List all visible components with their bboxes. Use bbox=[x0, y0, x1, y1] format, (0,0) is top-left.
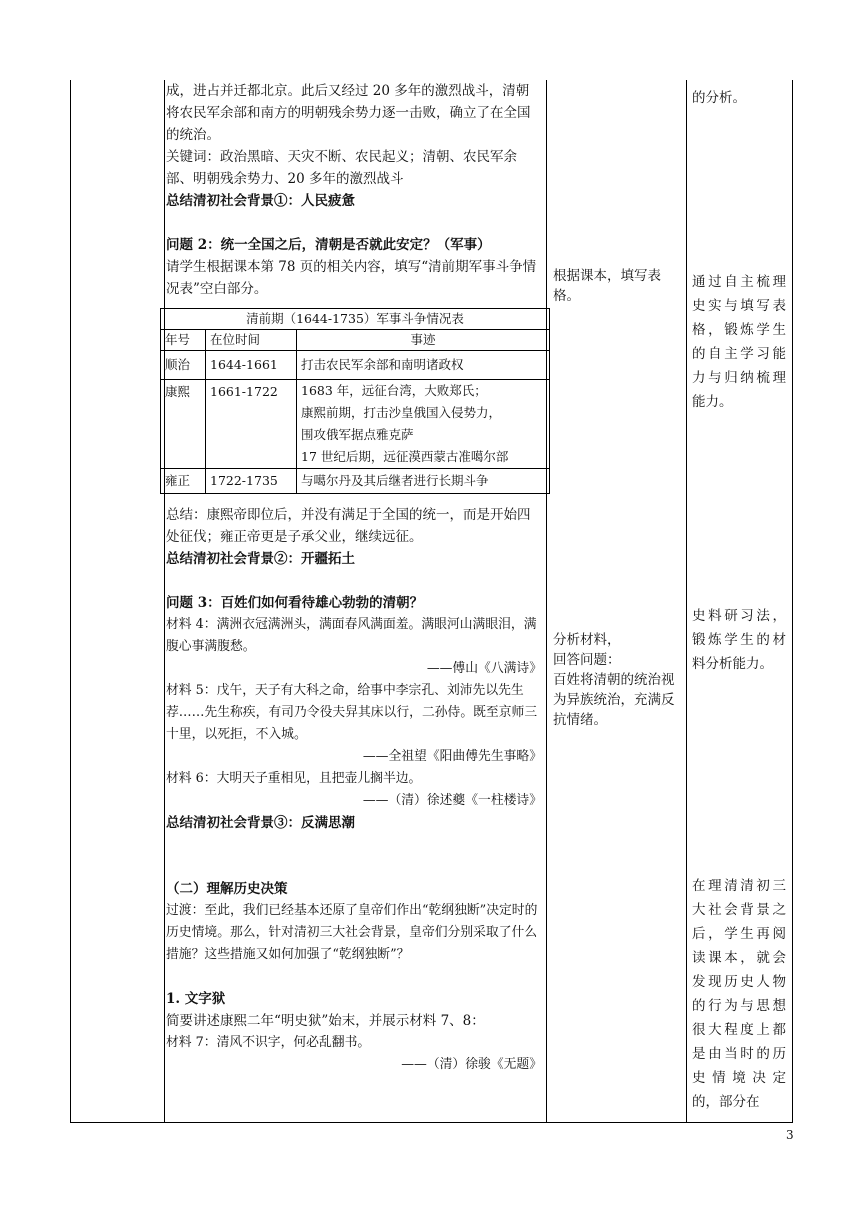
deed-line: 17 世纪后期，远征漠西蒙古准噶尔部 bbox=[301, 449, 509, 464]
summary-background-2: 总结清初社会背景②：开疆拓土 bbox=[166, 551, 355, 567]
row-deeds bbox=[297, 469, 550, 494]
material-4: 材料 4：满洲衣冠满洲头，满面春风满面羞。满眼河山满眼泪，满腹心事满腹愁。 bbox=[166, 617, 537, 654]
table-border-col3 bbox=[546, 80, 547, 1123]
row-era: 康熙 bbox=[161, 380, 206, 469]
intent-text: 史料研习法，锻炼学生的材料分析能力。 bbox=[692, 608, 786, 672]
main-content bbox=[166, 80, 542, 1076]
row-era: 顺治 bbox=[161, 351, 206, 380]
material-7: 材料 7：清风不识字，何必乱翻书。 bbox=[166, 1035, 371, 1050]
student-activity-1 bbox=[553, 266, 685, 306]
table-row bbox=[161, 469, 550, 494]
deed-line: 围攻俄军据点雅克萨 bbox=[301, 427, 414, 442]
deed-line: 打击农民军余部和南明诸政权 bbox=[301, 357, 464, 372]
header-reign: 在位时间 bbox=[206, 330, 297, 351]
question-3: 问题 3：百姓们如何看待雄心勃勃的清朝？ bbox=[166, 595, 424, 611]
table-caption: 清前期（1644-1735）军事斗争情况表 bbox=[161, 309, 550, 330]
intent-3 bbox=[692, 874, 786, 1114]
section-2-heading: （二）理解历史决策 bbox=[166, 881, 288, 897]
row-deeds bbox=[297, 351, 550, 380]
material-5: 材料 5：戊午，天子有大科之命，给事中李宗孔、刘沛先以先生荐……先生称疾，有司乃令役夫舁其床以行，二孙侍。既至京师三十里，以死拒，不入城。 bbox=[166, 683, 538, 742]
military-struggle-table bbox=[160, 308, 550, 494]
row-reign: 1661-1722 bbox=[206, 380, 297, 469]
intent-top bbox=[692, 86, 786, 110]
table-border-col4 bbox=[686, 80, 687, 1123]
keywords: 关键词：政治黑暗、天灾不断、农民起义；清朝、农民军余部、明朝残余势力、20 多年的激烈战斗 bbox=[166, 149, 517, 187]
summary-background-3: 总结清初社会背景③：反满思潮 bbox=[166, 815, 355, 831]
header-deeds: 事迹 bbox=[297, 330, 550, 351]
transition-text: 过渡：至此，我们已经基本还原了皇帝们作出“乾纲独断”决定时的历史情境。那么，针对清初三大社会背景，皇帝们分别采取了什么措施？这些措施又如何加强了“乾纲独断”？ bbox=[166, 903, 538, 962]
deed-line: 康熙前期，打击沙皇俄国入侵势力， bbox=[301, 405, 502, 420]
table-row bbox=[161, 380, 550, 469]
material-7-source: ——（清）徐骏《无题》 bbox=[401, 1057, 542, 1072]
item-1-description: 简要讲述康熙二年“明史狱”始末，并展示材料 7、8： bbox=[166, 1013, 485, 1029]
material-6: 材料 6：大明天子重相见，且把壶儿搁半边。 bbox=[166, 771, 422, 786]
paragraph-qing-unification: 成，进占并迁都北京。此后又经过 20 多年的激烈战斗，清朝将农民军余部和南方的明朝残余势力逐一击败，确立了在全国的统治。 bbox=[166, 83, 531, 143]
student-activity-line: 百姓将清朝的统治视为异族统治，充满反抗情绪。 bbox=[553, 672, 675, 728]
student-activity-text: 根据课本，填写表格。 bbox=[553, 268, 661, 304]
student-activity-2 bbox=[553, 630, 685, 730]
page-number: 3 bbox=[786, 1128, 794, 1142]
intent-1 bbox=[692, 270, 786, 414]
table-border-left bbox=[70, 80, 71, 1123]
material-5-source: ——全祖望《阳曲傅先生事略》 bbox=[362, 749, 542, 764]
table-conclusion: 总结：康熙帝即位后，并没有满足于全国的统一，而是开始四处征伐；雍正帝更是子承父业，继续远征。 bbox=[166, 507, 531, 545]
question-2: 问题 2：统一全国之后，清朝是否就此安定？（军事） bbox=[166, 237, 491, 253]
question-2-instruction: 请学生根据课本第 78 页的相关内容，填写“清前期军事斗争情况表”空白部分。 bbox=[166, 259, 537, 297]
student-activity-line: 分析材料， bbox=[553, 632, 621, 648]
student-activity-line: 回答问题： bbox=[553, 652, 621, 668]
intent-text: 的分析。 bbox=[692, 90, 746, 106]
row-era: 雍正 bbox=[161, 469, 206, 494]
material-6-source: ——（清）徐述夔《一柱楼诗》 bbox=[362, 793, 542, 808]
item-1-heading: 1. 文字狱 bbox=[166, 991, 226, 1007]
material-4-source: ——傅山《八满诗》 bbox=[426, 661, 542, 676]
row-reign: 1722-1735 bbox=[206, 469, 297, 494]
intent-text: 在理清清初三大社会背景之后，学生再阅读课本，就会发现历史人物的行为与思想很大程度上都是由当时的历史情境决定的，部分在 bbox=[692, 878, 786, 1110]
table-row bbox=[161, 351, 550, 380]
table-border-bottom bbox=[70, 1122, 793, 1123]
deed-line: 1683 年，远征台湾，大败郑氏； bbox=[301, 383, 487, 398]
row-reign: 1644-1661 bbox=[206, 351, 297, 380]
header-era: 年号 bbox=[161, 330, 206, 351]
row-deeds bbox=[297, 380, 550, 469]
table-border-right bbox=[792, 80, 793, 1123]
deed-line: 与噶尔丹及其后继者进行长期斗争 bbox=[301, 473, 489, 488]
intent-text: 通过自主梳理史实与填写表格，锻炼学生的自主学习能力与归纳梳理能力。 bbox=[692, 274, 786, 410]
summary-background-1: 总结清初社会背景①：人民疲惫 bbox=[166, 193, 355, 209]
table-border-col2 bbox=[164, 80, 165, 1123]
intent-2 bbox=[692, 604, 786, 676]
